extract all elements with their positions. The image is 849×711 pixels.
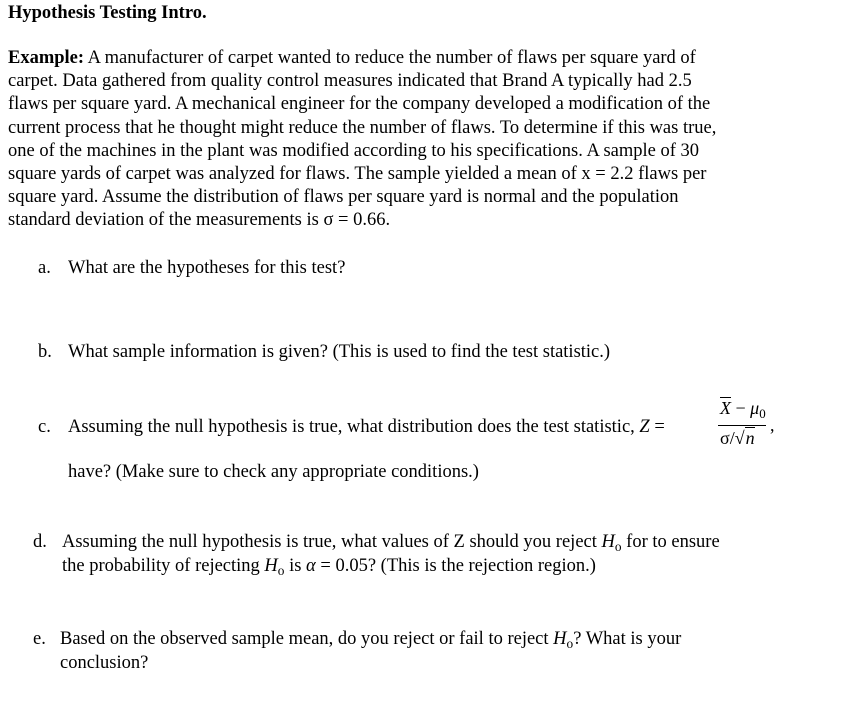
minus-sign: −: [731, 398, 751, 418]
question-letter: a.: [38, 258, 51, 278]
example-line: one of the machines in the plant was modified according to his specifications. A sample of 30: [8, 140, 700, 161]
question-text-line: conclusion?: [60, 653, 149, 673]
question-text-part: for to ensure: [621, 532, 720, 552]
z-variable: Z: [639, 417, 650, 437]
question-text-part: is: [284, 556, 307, 576]
h-symbol: H: [553, 629, 567, 649]
example-line: square yard. Assume the distribution of flaws per square yard is normal and the population: [8, 187, 679, 208]
question-text: [68, 415, 665, 484]
h-subscript: o: [277, 562, 285, 578]
h-subscript: o: [614, 538, 622, 554]
example-paragraph: [8, 47, 828, 233]
formula-denominator: [720, 428, 755, 449]
z-statistic-formula: [716, 396, 768, 454]
alpha-symbol: α: [306, 556, 316, 576]
question-letter: c.: [38, 417, 51, 437]
h-subscript: o: [566, 635, 574, 651]
example-line: current process that he thought might reduce the number of flaws. To determine if this was true,: [8, 117, 717, 138]
h-symbol: H: [601, 532, 615, 552]
example-line: [8, 47, 828, 70]
question-text-part: Assuming the null hypothesis is true, what values of Z should you reject: [62, 532, 602, 552]
question-letter: b.: [38, 342, 52, 362]
page-title: Hypothesis Testing Intro.: [8, 3, 207, 23]
question-text-part: = 0.05? (This is the rejection region.): [315, 556, 596, 576]
question-text-part: ? What is your: [573, 629, 682, 649]
question-text: What sample information is given? (This is used to find the test statistic.): [68, 342, 611, 362]
question-text: [60, 627, 681, 675]
fraction-bar: [718, 425, 766, 426]
example-line: square yards of carpet was analyzed for flaws. The sample yielded a mean of x = 2.2 flaws per: [8, 163, 707, 184]
question-text: What are the hypotheses for this test?: [68, 258, 346, 278]
question-text-part: the probability of rejecting: [62, 556, 265, 576]
question-text: [62, 530, 720, 578]
formula-numerator: [720, 398, 766, 422]
x-bar: $\overline{X}$: [720, 398, 731, 418]
slash: /: [729, 428, 735, 448]
question-text-part: Based on the observed sample mean, do you reject or fail to reject: [60, 629, 554, 649]
n-variable: n: [745, 428, 755, 448]
h-symbol: H: [264, 556, 278, 576]
mu-symbol: μ: [750, 398, 760, 418]
example-label: Example:: [8, 48, 85, 68]
sqrt-symbol: √: [734, 428, 745, 448]
example-line: standard deviation of the measurements is σ = 0.66.: [8, 210, 391, 231]
sigma-symbol: σ: [720, 428, 730, 448]
formula-comma: ,: [770, 415, 775, 435]
question-letter: e.: [33, 629, 46, 649]
question-text-line: have? (Make sure to check any appropriate conditions.): [68, 462, 479, 482]
question-letter: d.: [33, 532, 47, 552]
equals-sign: =: [649, 417, 665, 437]
example-line: carpet. Data gathered from quality control measures indicated that Brand A typically had 2.5: [8, 71, 692, 92]
example-line: flaws per square yard. A mechanical engineer for the company developed a modification of the: [8, 94, 711, 115]
question-text-part: Assuming the null hypothesis is true, what distribution does the test statistic,: [68, 417, 640, 437]
example-line-text: A manufacturer of carpet wanted to reduce the number of flaws per square yard of: [84, 48, 696, 68]
mu-subscript: 0: [759, 405, 766, 421]
